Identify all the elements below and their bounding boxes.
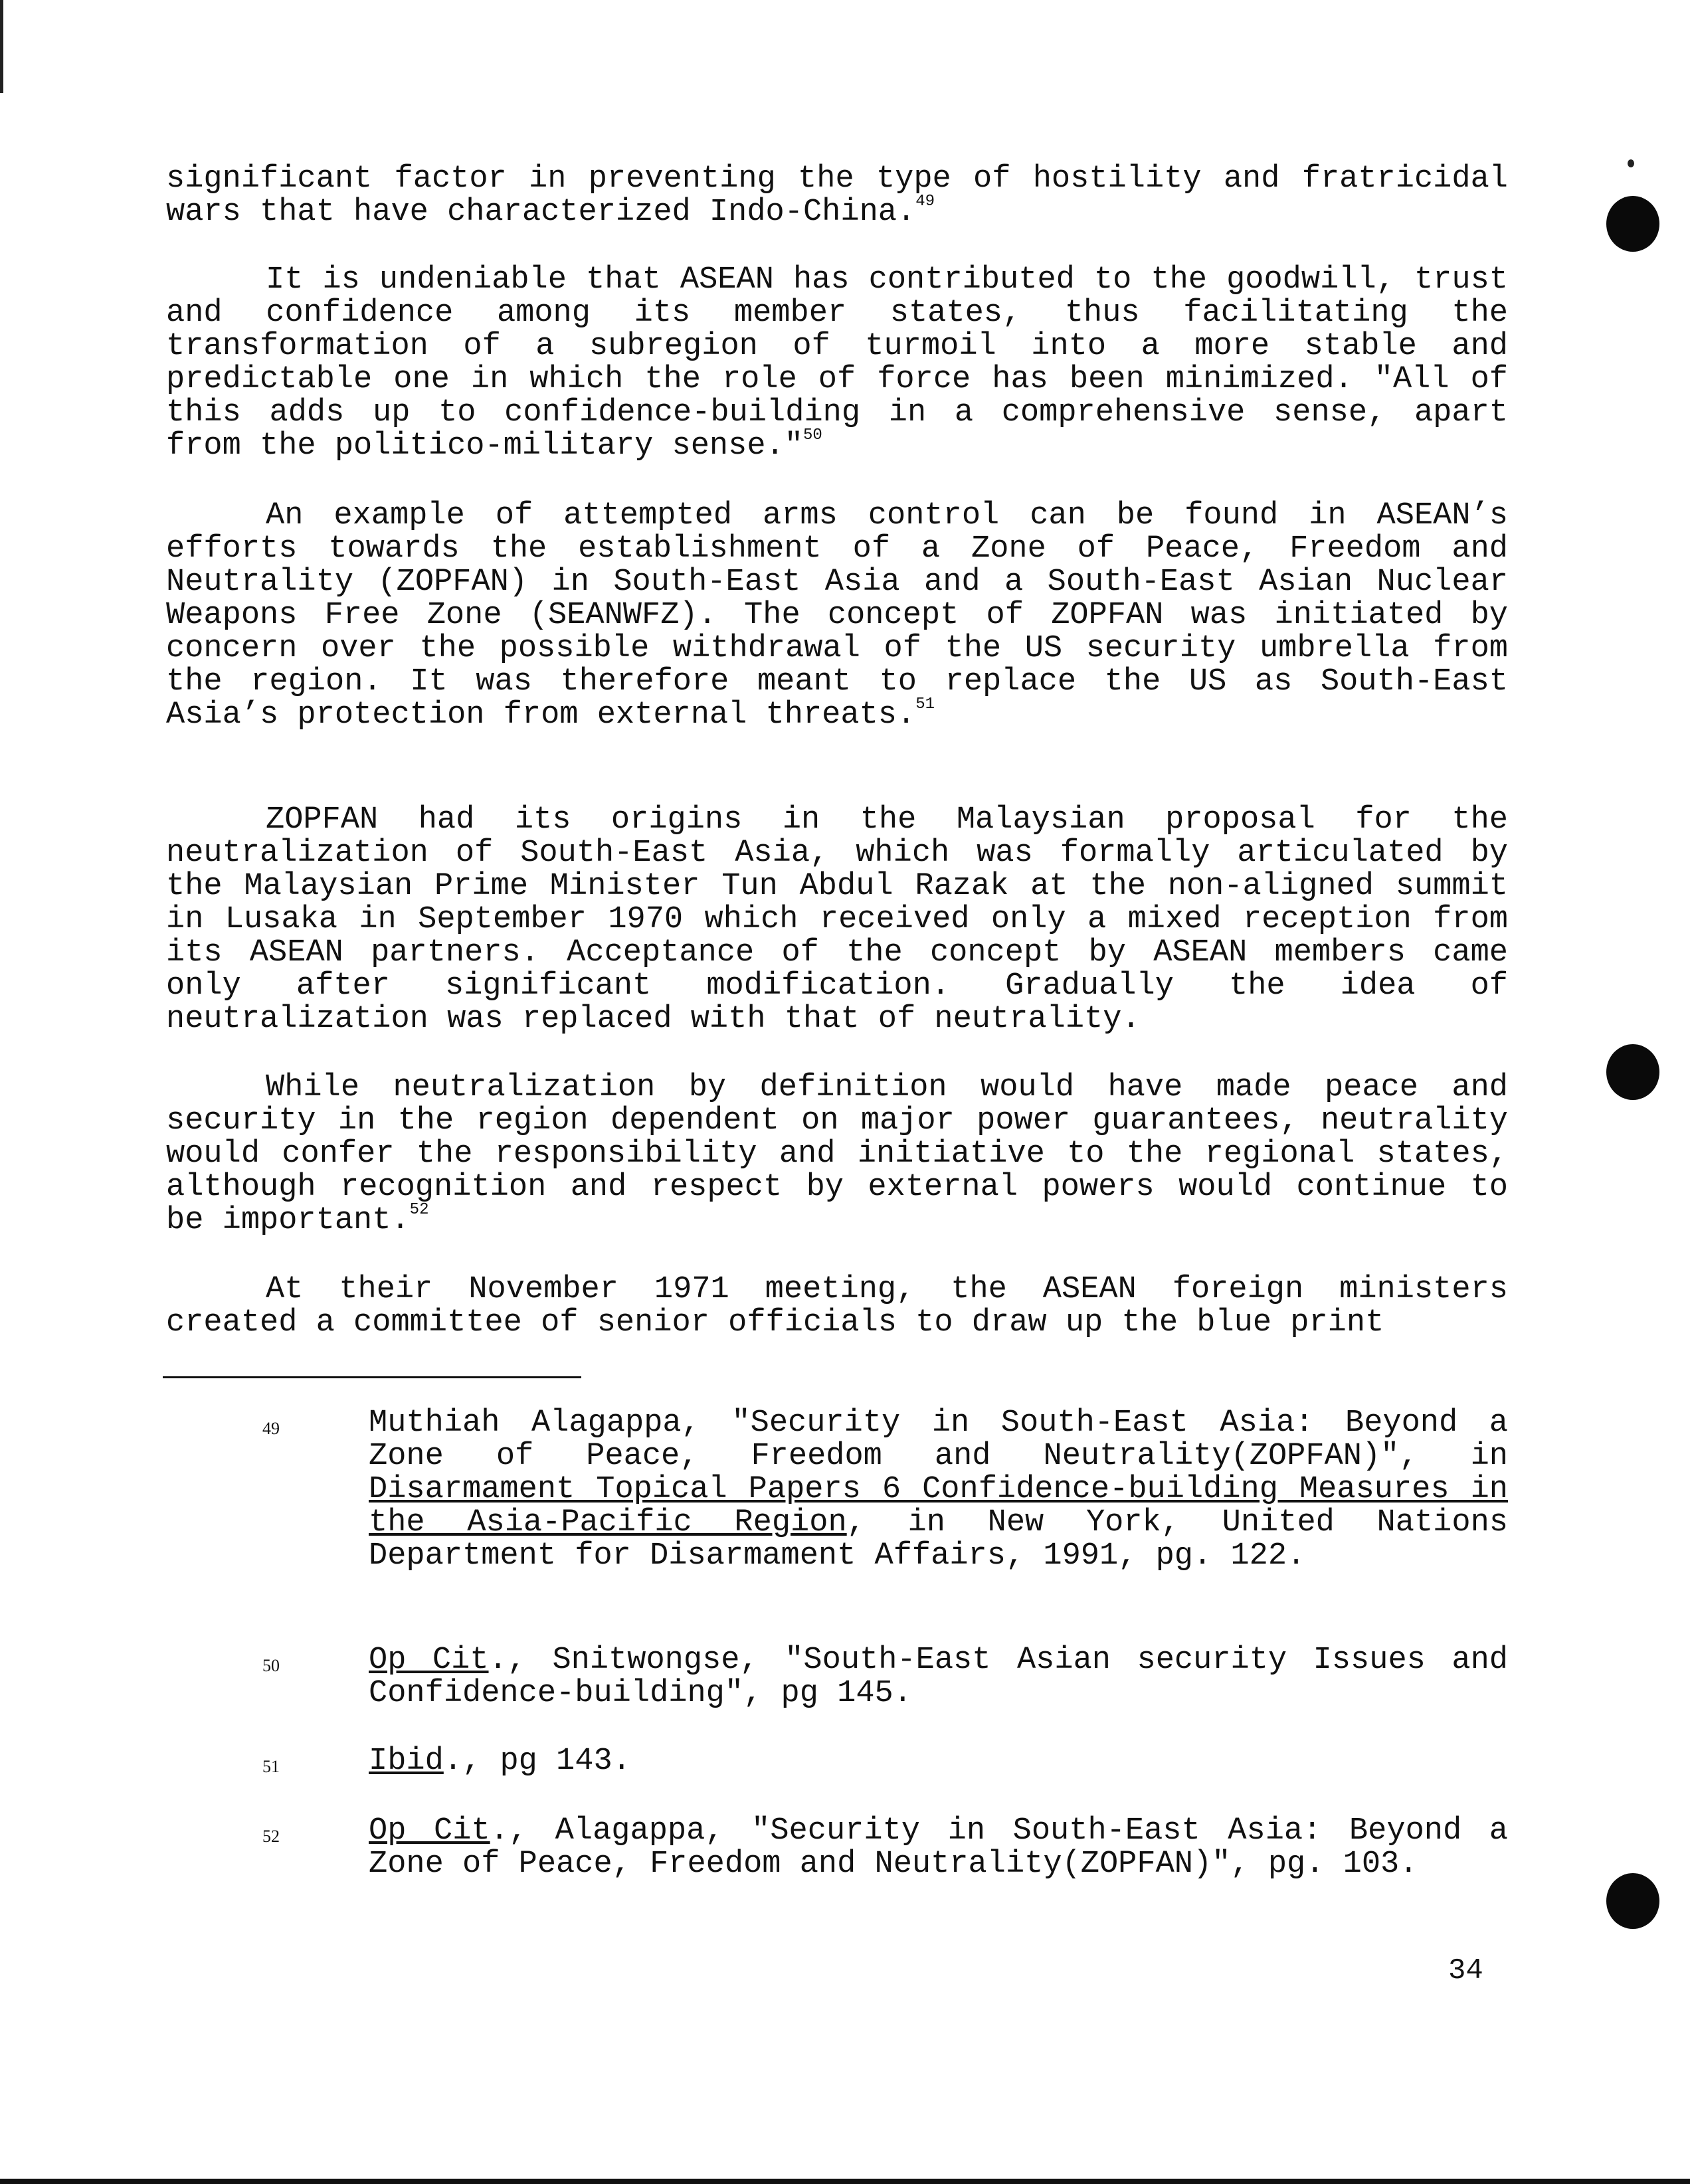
scan-edge-left — [0, 0, 3, 93]
punch-hole-top — [1606, 196, 1659, 252]
footnote-text: Op Cit., Alagappa, "Security in South-East Asia: Beyond a Zone of Peace, Freedom and Neutrality(ZOPFAN)", pg. 103. — [369, 1813, 1509, 1882]
scan-speck — [1628, 159, 1634, 167]
paragraph-6: At their November 1971 meeting, the ASEAN foreign ministers created a committee of senior officials to draw up the blue print — [166, 1272, 1508, 1340]
paragraph-2: It is undeniable that ASEAN has contributed to the goodwill, trust and confidence among its member states, thus facilitating the transformation of a subregion of turmoil into a more stable and predictable one in which the role of force has been minimized. "All of this adds up to confidence-building in a comprehensive sense, apart from the politico-military sense."$^{50}$ — [166, 262, 1508, 464]
footnote-ref-50[interactable]: 50 — [802, 426, 822, 444]
page-number: 34 — [1448, 1954, 1483, 1987]
scan-edge-bottom — [0, 2179, 1690, 2184]
footnote-separator — [163, 1376, 581, 1378]
footnote-number: 52 — [262, 1827, 280, 1846]
footnote-ref-49[interactable]: 49 — [915, 193, 935, 211]
footnote-number: 50 — [262, 1656, 280, 1675]
footnote-text: Muthiah Alagappa, "Security in South-East Asia: Beyond a Zone of Peace, Freedom and Neutrality(ZOPFAN)", in Disarmament Topical Papers 6 Confidence-building Measures in the Asia-Pacific Region, in New York, United Nations Department for Disarmament Affairs, 1991, pg. 122. — [369, 1406, 1508, 1574]
paragraph-3: An example of attempted arms control can be found in ASEAN’s efforts towards the establishment of a Zone of Peace, Freedom and Neutrality (ZOPFAN) in South-East Asia and a South-East Asian Nuclear Weapons Free Zone (SEANWFZ). The concept of ZOPFAN was initiated by concern over the possible withdrawal of the US security umbrella from the region. It was therefore meant to replace the US as South-East Asia’s protection from external threats.$^{51}$ — [166, 498, 1508, 733]
footnote-number: 49 — [262, 1419, 280, 1438]
footnote-text: Ibid., pg 143. — [369, 1744, 631, 1779]
paragraph-5: While neutralization by definition would have made peace and security in the region dependent on major power guarantees, neutrality would confer the responsibility and initiative to the regional states, although recognition and respect by external powers would continue to be important.$^{52}$ — [166, 1070, 1508, 1238]
punch-hole-middle — [1606, 1044, 1659, 1100]
footnote-number: 51 — [262, 1757, 280, 1776]
footnote-text: Op Cit., Snitwongse, "South-East Asian security Issues and Confidence-building", pg 145. — [369, 1643, 1508, 1711]
footnote-ref-51[interactable]: 51 — [915, 695, 935, 713]
paragraph-1: significant factor in preventing the type of hostility and fratricidal wars that have characterized Indo-China.$^{49}$ — [166, 161, 1508, 230]
footnote-ref-52[interactable]: 52 — [409, 1201, 429, 1219]
punch-hole-bottom — [1606, 1873, 1659, 1929]
paragraph-4: ZOPFAN had its origins in the Malaysian proposal for the neutralization of South-East Asia, which was formally articulated by the Malaysian Prime Minister Tun Abdul Razak at the non-aligned summit in Lusaka in September 1970 which received only a mixed reception from its ASEAN partners. Acceptance of the concept by ASEAN members came only after significant modification. Gradually the idea of neutralization was replaced with that of neutrality. — [166, 802, 1508, 1037]
